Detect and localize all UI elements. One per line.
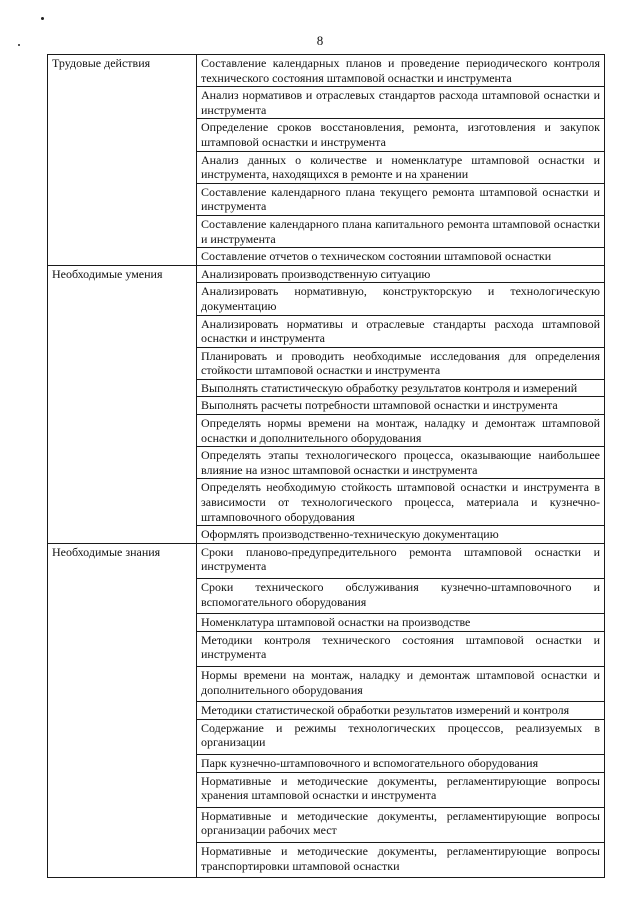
section-item: Анализировать производственную ситуацию [197, 265, 605, 283]
section-item: Составление календарного плана текущего ремонта штамповой оснастки и инструмента [197, 183, 605, 215]
section-item: Сроки планово-предупредительного ремонта штамповой оснастки и инструмента [197, 543, 605, 578]
section-item: Нормативные и методические документы, регламентирующие вопросы хранения штамповой оснастки и инструмента [197, 772, 605, 807]
section-item: Планировать и проводить необходимые исследования для определения стойкости штамповой оснастки и инструмента [197, 347, 605, 379]
section-item: Определять этапы технологического процесса, оказывающие наибольшее влияние на износ штамповой оснастки и инструмента [197, 447, 605, 479]
section-item: Парк кузнечно-штамповочного и вспомогательного оборудования [197, 754, 605, 772]
section-item: Определять необходимую стойкость штамповой оснастки и инструмента в зависимости от технологического процесса, материала и кузнечно-штамповочного оборудования [197, 479, 605, 526]
section-item: Составление отчетов о техническом состоянии штамповой оснастки [197, 248, 605, 266]
section-item: Анализировать нормативную, конструкторскую и технологическую документацию [197, 283, 605, 315]
section-item: Анализировать нормативы и отраслевые стандарты расхода штамповой оснастки и инструмента [197, 315, 605, 347]
section-item: Содержание и режимы технологических процессов, реализуемых в организации [197, 719, 605, 754]
section-item: Выполнять расчеты потребности штамповой оснастки и инструмента [197, 397, 605, 415]
section-label: Необходимые умения [48, 265, 197, 543]
section-item: Определение сроков восстановления, ремонта, изготовления и закупок штамповой оснастки и инструмента [197, 119, 605, 151]
section-item: Сроки технического обслуживания кузнечно-штамповочного и вспомогательного оборудования [197, 579, 605, 614]
table-body [48, 55, 605, 878]
scan-speck [18, 44, 20, 46]
section-item: Определять нормы времени на монтаж, наладку и демонтаж штамповой оснастки и дополнительного оборудования [197, 415, 605, 447]
section-item: Методики статистической обработки результатов измерений и контроля [197, 702, 605, 720]
section-item: Анализ нормативов и отраслевых стандартов расхода штамповой оснастки и инструмента [197, 87, 605, 119]
section-item: Нормативные и методические документы, регламентирующие вопросы организации рабочих мест [197, 807, 605, 842]
scan-speck [41, 17, 44, 20]
section-item: Нормы времени на монтаж, наладку и демонтаж штамповой оснастки и дополнительного оборудования [197, 666, 605, 701]
section-item: Анализ данных о количестве и номенклатуре штамповой оснастки и инструмента, находящихся в ремонте и на хранении [197, 151, 605, 183]
competency-table [47, 54, 605, 878]
section-item: Методики контроля технического состояния штамповой оснастки и инструмента [197, 631, 605, 666]
section-item: Нормативные и методические документы, регламентирующие вопросы транспортировки штамповой оснастки [197, 842, 605, 877]
section-item: Составление календарных планов и проведение периодического контроля технического состояния штамповой оснастки и инструмента [197, 55, 605, 87]
table-row [48, 543, 605, 578]
table-row [48, 265, 605, 283]
section-label: Необходимые знания [48, 543, 197, 877]
table-row [48, 55, 605, 87]
section-label: Трудовые действия [48, 55, 197, 266]
section-item: Составление календарного плана капитального ремонта штамповой оснастки и инструмента [197, 215, 605, 247]
section-item: Номенклатура штамповой оснастки на производстве [197, 614, 605, 632]
section-item: Оформлять производственно-техническую документацию [197, 526, 605, 544]
section-item: Выполнять статистическую обработку результатов контроля и измерений [197, 379, 605, 397]
page-number: 8 [316, 33, 324, 48]
